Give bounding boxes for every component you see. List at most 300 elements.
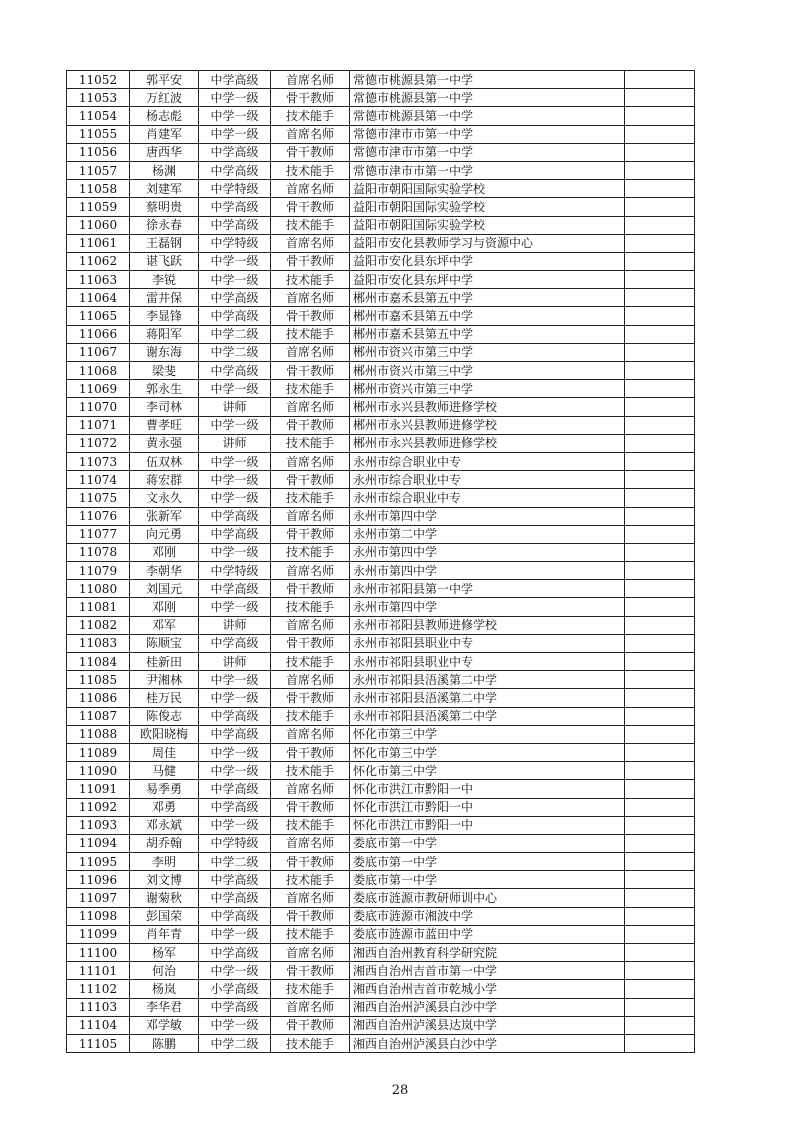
cell-unit: 永州市综合职业中专	[350, 471, 625, 489]
cell-title: 中学高级	[199, 580, 271, 598]
cell-blank	[625, 889, 695, 907]
cell-blank	[625, 216, 695, 234]
cell-unit: 常德市桃源县第一中学	[350, 71, 625, 89]
table-row	[67, 980, 695, 998]
cell-unit: 湘西自治州教育科学研究院	[350, 944, 625, 962]
table-row	[67, 834, 695, 852]
cell-unit: 湘西自治州泸溪县达岚中学	[350, 1016, 625, 1034]
cell-title: 中学一级	[199, 689, 271, 707]
cell-role: 首席名师	[271, 180, 350, 198]
cell-unit: 郴州市永兴县教师进修学校	[350, 416, 625, 434]
cell-name: 邓刚	[130, 543, 199, 561]
cell-role: 首席名师	[271, 889, 350, 907]
cell-id: 11083	[67, 634, 130, 652]
table-row	[67, 271, 695, 289]
cell-name: 尹湘林	[130, 671, 199, 689]
page-number: 28	[391, 1083, 409, 1098]
cell-name: 邓军	[130, 616, 199, 634]
cell-unit: 娄底市涟源市湘波中学	[350, 907, 625, 925]
cell-title: 中学高级	[199, 798, 271, 816]
cell-unit: 郴州市嘉禾县第五中学	[350, 307, 625, 325]
cell-role: 首席名师	[271, 343, 350, 361]
cell-name: 谌飞跃	[130, 252, 199, 270]
cell-unit: 郴州市嘉禾县第五中学	[350, 289, 625, 307]
table-row	[67, 816, 695, 834]
cell-role: 技术能手	[271, 598, 350, 616]
cell-unit: 郴州市嘉禾县第五中学	[350, 325, 625, 343]
cell-name: 李显锋	[130, 307, 199, 325]
cell-unit: 娄底市第一中学	[350, 853, 625, 871]
cell-blank	[625, 271, 695, 289]
cell-name: 彭国荣	[130, 907, 199, 925]
cell-blank	[625, 362, 695, 380]
cell-name: 蔡明贵	[130, 198, 199, 216]
cell-title: 中学特级	[199, 180, 271, 198]
cell-name: 刘文博	[130, 871, 199, 889]
table-row	[67, 289, 695, 307]
table-row	[67, 307, 695, 325]
cell-id: 11099	[67, 925, 130, 943]
cell-role: 骨干教师	[271, 1016, 350, 1034]
cell-unit: 永州市祁阳县职业中专	[350, 653, 625, 671]
cell-title: 中学高级	[199, 161, 271, 179]
table-row	[67, 452, 695, 470]
cell-id: 11080	[67, 580, 130, 598]
table-row	[67, 525, 695, 543]
cell-unit: 永州市第二中学	[350, 525, 625, 543]
cell-unit: 常德市津市市第一中学	[350, 161, 625, 179]
table-row	[67, 416, 695, 434]
cell-name: 谢菊秋	[130, 889, 199, 907]
table-row	[67, 944, 695, 962]
cell-unit: 益阳市朝阳国际实验学校	[350, 180, 625, 198]
cell-blank	[625, 252, 695, 270]
cell-name: 梁斐	[130, 362, 199, 380]
cell-title: 中学一级	[199, 471, 271, 489]
cell-id: 11091	[67, 780, 130, 798]
cell-id: 11092	[67, 798, 130, 816]
cell-id: 11064	[67, 289, 130, 307]
cell-role: 技术能手	[271, 653, 350, 671]
cell-title: 中学一级	[199, 816, 271, 834]
table-row	[67, 198, 695, 216]
table-row	[67, 1034, 695, 1052]
cell-unit: 怀化市洪江市黔阳一中	[350, 816, 625, 834]
cell-unit: 湘西自治州吉首市乾城小学	[350, 980, 625, 998]
cell-title: 中学一级	[199, 1016, 271, 1034]
cell-name: 肖年青	[130, 925, 199, 943]
cell-id: 11102	[67, 980, 130, 998]
cell-name: 杨志彪	[130, 107, 199, 125]
table-row	[67, 689, 695, 707]
table-row	[67, 580, 695, 598]
cell-unit: 永州市第四中学	[350, 562, 625, 580]
cell-blank	[625, 1016, 695, 1034]
cell-name: 徐永春	[130, 216, 199, 234]
cell-name: 万红波	[130, 89, 199, 107]
cell-id: 11054	[67, 107, 130, 125]
cell-unit: 永州市祁阳县浯溪第二中学	[350, 707, 625, 725]
table-row	[67, 125, 695, 143]
cell-blank	[625, 507, 695, 525]
cell-role: 骨干教师	[271, 252, 350, 270]
table-row	[67, 925, 695, 943]
cell-name: 周佳	[130, 743, 199, 761]
cell-blank	[625, 89, 695, 107]
cell-title: 中学二级	[199, 853, 271, 871]
table-row	[67, 362, 695, 380]
cell-unit: 郴州市永兴县教师进修学校	[350, 434, 625, 452]
cell-title: 中学高级	[199, 707, 271, 725]
cell-name: 黄永强	[130, 434, 199, 452]
cell-id: 11056	[67, 143, 130, 161]
cell-id: 11055	[67, 125, 130, 143]
cell-title: 中学特级	[199, 834, 271, 852]
cell-id: 11075	[67, 489, 130, 507]
table-row	[67, 889, 695, 907]
cell-blank	[625, 489, 695, 507]
cell-unit: 常德市津市市第一中学	[350, 125, 625, 143]
cell-name: 桂新田	[130, 653, 199, 671]
cell-id: 11061	[67, 234, 130, 252]
table-row	[67, 853, 695, 871]
cell-blank	[625, 525, 695, 543]
cell-title: 中学高级	[199, 944, 271, 962]
cell-name: 李司林	[130, 398, 199, 416]
cell-blank	[625, 180, 695, 198]
cell-id: 11096	[67, 871, 130, 889]
cell-blank	[625, 598, 695, 616]
cell-unit: 永州市祁阳县浯溪第二中学	[350, 671, 625, 689]
cell-title: 中学一级	[199, 452, 271, 470]
cell-id: 11087	[67, 707, 130, 725]
cell-role: 首席名师	[271, 452, 350, 470]
cell-name: 邓勇	[130, 798, 199, 816]
cell-blank	[625, 543, 695, 561]
cell-unit: 永州市第四中学	[350, 507, 625, 525]
cell-unit: 益阳市安化县东坪中学	[350, 252, 625, 270]
cell-name: 雷井保	[130, 289, 199, 307]
cell-role: 技术能手	[271, 325, 350, 343]
table-row	[67, 1016, 695, 1034]
cell-role: 骨干教师	[271, 143, 350, 161]
cell-unit: 娄底市涟源市教研师训中心	[350, 889, 625, 907]
cell-id: 11058	[67, 180, 130, 198]
cell-title: 中学高级	[199, 634, 271, 652]
cell-blank	[625, 452, 695, 470]
cell-role: 首席名师	[271, 834, 350, 852]
cell-blank	[625, 671, 695, 689]
cell-name: 李锐	[130, 271, 199, 289]
cell-title: 中学一级	[199, 107, 271, 125]
cell-blank	[625, 707, 695, 725]
cell-id: 11081	[67, 598, 130, 616]
cell-name: 邓学敏	[130, 1016, 199, 1034]
cell-name: 马健	[130, 762, 199, 780]
cell-blank	[625, 125, 695, 143]
cell-unit: 湘西自治州泸溪县白沙中学	[350, 998, 625, 1016]
table-row	[67, 216, 695, 234]
cell-name: 邓刚	[130, 598, 199, 616]
cell-unit: 永州市祁阳县第一中学	[350, 580, 625, 598]
cell-unit: 永州市第四中学	[350, 543, 625, 561]
table-row	[67, 434, 695, 452]
table-row	[67, 489, 695, 507]
cell-title: 中学一级	[199, 271, 271, 289]
table-row	[67, 380, 695, 398]
cell-name: 谢东海	[130, 343, 199, 361]
cell-role: 骨干教师	[271, 580, 350, 598]
cell-unit: 益阳市朝阳国际实验学校	[350, 216, 625, 234]
cell-name: 李华君	[130, 998, 199, 1016]
cell-id: 11060	[67, 216, 130, 234]
cell-blank	[625, 834, 695, 852]
cell-id: 11069	[67, 380, 130, 398]
cell-unit: 常德市桃源县第一中学	[350, 89, 625, 107]
cell-id: 11070	[67, 398, 130, 416]
cell-id: 11103	[67, 998, 130, 1016]
cell-name: 邓永斌	[130, 816, 199, 834]
table-row	[67, 161, 695, 179]
cell-unit: 益阳市安化县教师学习与资源中心	[350, 234, 625, 252]
cell-id: 11059	[67, 198, 130, 216]
cell-name: 陈鹏	[130, 1034, 199, 1052]
cell-title: 中学一级	[199, 543, 271, 561]
table-row	[67, 471, 695, 489]
cell-id: 11062	[67, 252, 130, 270]
cell-unit: 常德市津市市第一中学	[350, 143, 625, 161]
cell-name: 李明	[130, 853, 199, 871]
cell-id: 11052	[67, 71, 130, 89]
cell-role: 首席名师	[271, 398, 350, 416]
cell-title: 中学一级	[199, 380, 271, 398]
cell-unit: 湘西自治州吉首市第一中学	[350, 962, 625, 980]
table-row	[67, 707, 695, 725]
cell-role: 技术能手	[271, 925, 350, 943]
cell-title: 讲师	[199, 434, 271, 452]
cell-unit: 永州市综合职业中专	[350, 489, 625, 507]
cell-role: 技术能手	[271, 543, 350, 561]
cell-unit: 永州市祁阳县教师进修学校	[350, 616, 625, 634]
cell-name: 何治	[130, 962, 199, 980]
cell-id: 11090	[67, 762, 130, 780]
table-row	[67, 180, 695, 198]
cell-id: 11093	[67, 816, 130, 834]
cell-role: 骨干教师	[271, 198, 350, 216]
cell-role: 首席名师	[271, 998, 350, 1016]
cell-role: 技术能手	[271, 216, 350, 234]
cell-role: 骨干教师	[271, 962, 350, 980]
cell-role: 技术能手	[271, 489, 350, 507]
cell-blank	[625, 343, 695, 361]
cell-role: 技术能手	[271, 380, 350, 398]
cell-title: 中学高级	[199, 71, 271, 89]
cell-blank	[625, 325, 695, 343]
cell-id: 11066	[67, 325, 130, 343]
table-row	[67, 343, 695, 361]
cell-id: 11071	[67, 416, 130, 434]
cell-title: 中学一级	[199, 962, 271, 980]
cell-unit: 怀化市第三中学	[350, 743, 625, 761]
table-row	[67, 998, 695, 1016]
cell-blank	[625, 816, 695, 834]
cell-role: 技术能手	[271, 816, 350, 834]
cell-id: 11082	[67, 616, 130, 634]
cell-id: 11086	[67, 689, 130, 707]
cell-id: 11095	[67, 853, 130, 871]
cell-name: 胡乔翰	[130, 834, 199, 852]
cell-id: 11094	[67, 834, 130, 852]
cell-blank	[625, 853, 695, 871]
cell-role: 骨干教师	[271, 853, 350, 871]
cell-id: 11053	[67, 89, 130, 107]
cell-id: 11098	[67, 907, 130, 925]
cell-title: 中学一级	[199, 89, 271, 107]
table-row	[67, 252, 695, 270]
cell-role: 首席名师	[271, 234, 350, 252]
cell-title: 中学高级	[199, 198, 271, 216]
cell-title: 中学高级	[199, 907, 271, 925]
cell-unit: 娄底市第一中学	[350, 871, 625, 889]
cell-title: 中学高级	[199, 998, 271, 1016]
cell-name: 向元勇	[130, 525, 199, 543]
cell-role: 首席名师	[271, 289, 350, 307]
cell-role: 首席名师	[271, 125, 350, 143]
cell-unit: 郴州市资兴市第三中学	[350, 380, 625, 398]
cell-role: 骨干教师	[271, 798, 350, 816]
cell-id: 11104	[67, 1016, 130, 1034]
cell-role: 技术能手	[271, 1034, 350, 1052]
cell-blank	[625, 944, 695, 962]
cell-title: 讲师	[199, 398, 271, 416]
cell-id: 11067	[67, 343, 130, 361]
cell-id: 11063	[67, 271, 130, 289]
cell-id: 11065	[67, 307, 130, 325]
cell-unit: 娄底市第一中学	[350, 834, 625, 852]
table-row	[67, 71, 695, 89]
cell-name: 杨渊	[130, 161, 199, 179]
cell-blank	[625, 925, 695, 943]
table-row	[67, 653, 695, 671]
cell-name: 陈俊志	[130, 707, 199, 725]
cell-title: 中学特级	[199, 562, 271, 580]
cell-name: 伍双林	[130, 452, 199, 470]
cell-unit: 郴州市资兴市第三中学	[350, 343, 625, 361]
cell-blank	[625, 198, 695, 216]
cell-name: 王磊钢	[130, 234, 199, 252]
cell-blank	[625, 907, 695, 925]
cell-role: 骨干教师	[271, 689, 350, 707]
cell-unit: 怀化市第三中学	[350, 762, 625, 780]
cell-title: 小学高级	[199, 980, 271, 998]
cell-title: 中学二级	[199, 325, 271, 343]
table-row	[67, 671, 695, 689]
cell-name: 文永久	[130, 489, 199, 507]
cell-title: 讲师	[199, 653, 271, 671]
cell-blank	[625, 161, 695, 179]
cell-blank	[625, 398, 695, 416]
cell-title: 讲师	[199, 616, 271, 634]
cell-role: 技术能手	[271, 762, 350, 780]
cell-blank	[625, 616, 695, 634]
cell-title: 中学一级	[199, 125, 271, 143]
cell-unit: 永州市综合职业中专	[350, 452, 625, 470]
cell-blank	[625, 71, 695, 89]
cell-blank	[625, 143, 695, 161]
cell-role: 首席名师	[271, 725, 350, 743]
cell-id: 11078	[67, 543, 130, 561]
cell-blank	[625, 289, 695, 307]
cell-role: 首席名师	[271, 780, 350, 798]
table-row	[67, 398, 695, 416]
table-row	[67, 107, 695, 125]
table-row	[67, 871, 695, 889]
cell-role: 技术能手	[271, 161, 350, 179]
table-row	[67, 762, 695, 780]
cell-id: 11105	[67, 1034, 130, 1052]
cell-title: 中学一级	[199, 252, 271, 270]
table-row	[67, 89, 695, 107]
cell-role: 首席名师	[271, 944, 350, 962]
cell-name: 郭平安	[130, 71, 199, 89]
cell-blank	[625, 762, 695, 780]
cell-name: 杨军	[130, 944, 199, 962]
cell-blank	[625, 980, 695, 998]
cell-role: 骨干教师	[271, 634, 350, 652]
cell-title: 中学二级	[199, 343, 271, 361]
cell-title: 中学一级	[199, 416, 271, 434]
cell-title: 中学高级	[199, 725, 271, 743]
cell-blank	[625, 416, 695, 434]
cell-name: 曹孝旺	[130, 416, 199, 434]
cell-role: 技术能手	[271, 107, 350, 125]
cell-role: 骨干教师	[271, 471, 350, 489]
cell-blank	[625, 471, 695, 489]
cell-id: 11072	[67, 434, 130, 452]
cell-id: 11057	[67, 161, 130, 179]
cell-unit: 怀化市洪江市黔阳一中	[350, 798, 625, 816]
cell-title: 中学高级	[199, 307, 271, 325]
cell-blank	[625, 234, 695, 252]
cell-id: 11085	[67, 671, 130, 689]
table-row	[67, 234, 695, 252]
cell-name: 李朝华	[130, 562, 199, 580]
cell-role: 首席名师	[271, 507, 350, 525]
cell-unit: 郴州市资兴市第三中学	[350, 362, 625, 380]
cell-role: 骨干教师	[271, 362, 350, 380]
cell-id: 11101	[67, 962, 130, 980]
cell-blank	[625, 380, 695, 398]
cell-name: 杨岚	[130, 980, 199, 998]
cell-unit: 怀化市洪江市黔阳一中	[350, 780, 625, 798]
cell-role: 技术能手	[271, 434, 350, 452]
cell-title: 中学高级	[199, 871, 271, 889]
cell-title: 中学高级	[199, 525, 271, 543]
table-row	[67, 598, 695, 616]
cell-unit: 娄底市涟源市蓝田中学	[350, 925, 625, 943]
cell-unit: 永州市祁阳县职业中专	[350, 634, 625, 652]
cell-name: 唐西华	[130, 143, 199, 161]
cell-blank	[625, 743, 695, 761]
cell-id: 11074	[67, 471, 130, 489]
cell-id: 11077	[67, 525, 130, 543]
cell-title: 中学一级	[199, 925, 271, 943]
cell-title: 中学高级	[199, 889, 271, 907]
table-row	[67, 634, 695, 652]
cell-title: 中学特级	[199, 234, 271, 252]
cell-blank	[625, 689, 695, 707]
cell-blank	[625, 798, 695, 816]
